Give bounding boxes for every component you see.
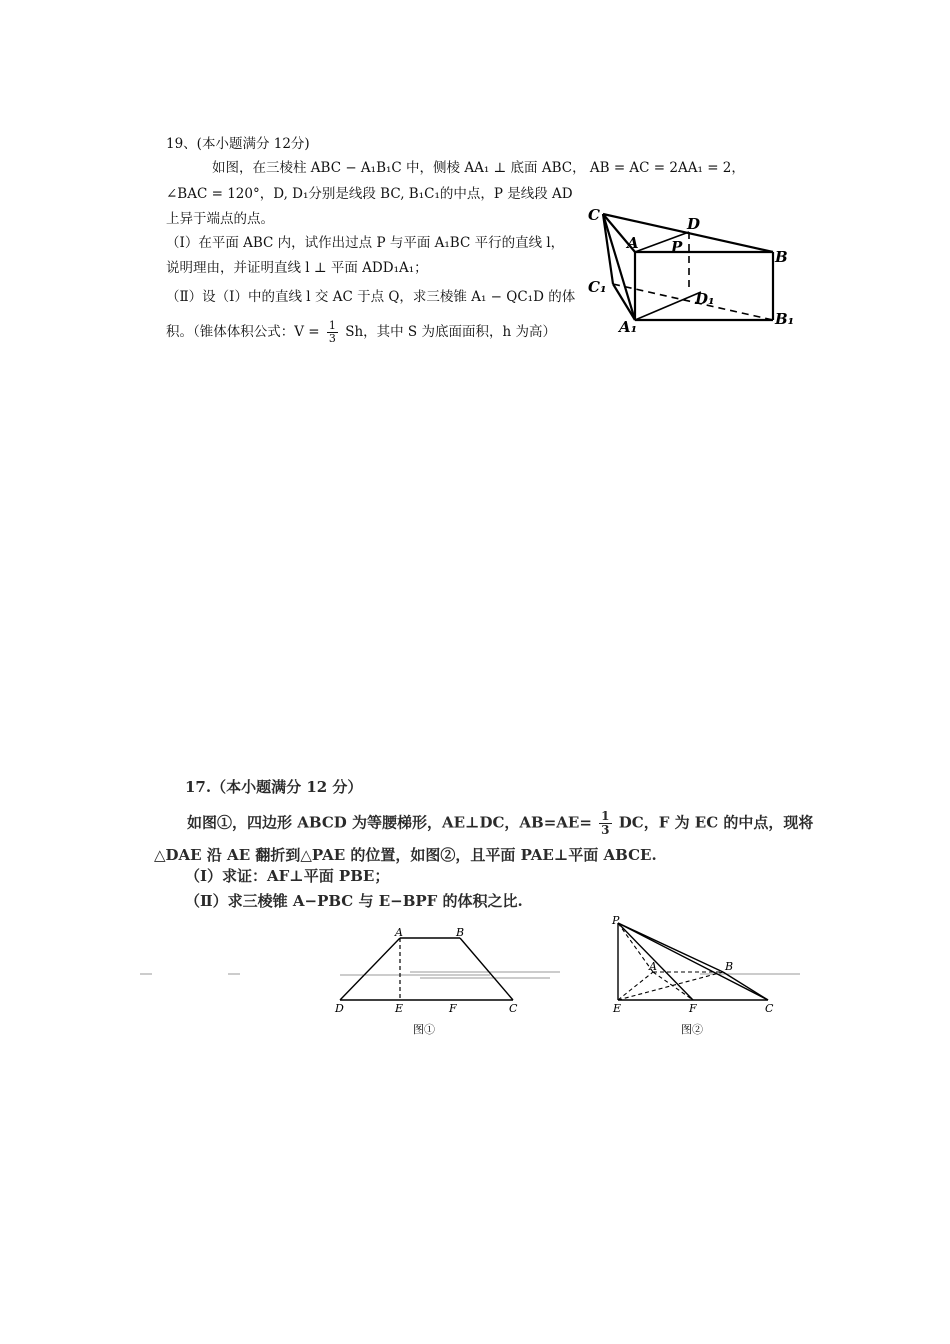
label-B1: B₁ bbox=[775, 310, 795, 328]
label-A1: A₁ bbox=[619, 318, 638, 336]
q19-line-4: （Ⅰ）在平面 ABC 内，试作出过点 P 与平面 A₁BC 平行的直线 l， bbox=[166, 235, 565, 251]
q19-line-3: 上异于端点的点。 bbox=[166, 211, 274, 227]
q19-line-7 bbox=[166, 320, 556, 345]
q17-line-4: （Ⅱ）求三棱锥 A−PBC 与 E−BPF 的体积之比. bbox=[185, 892, 523, 910]
label-B: B bbox=[775, 248, 788, 266]
prism-figure bbox=[585, 200, 800, 340]
q17-line-1 bbox=[187, 810, 813, 837]
fig2-label-F: F bbox=[689, 1002, 697, 1015]
fig1-caption: 图① bbox=[413, 1023, 435, 1036]
fig1-label-D: D bbox=[335, 1002, 344, 1015]
figure-2-pyramid bbox=[605, 910, 785, 1040]
label-D: D bbox=[687, 215, 701, 233]
figure-1-trapezoid bbox=[325, 925, 530, 1040]
fig2-label-E: E bbox=[613, 1002, 622, 1015]
q19-header: 19、(本小题满分 12分) bbox=[166, 136, 310, 152]
label-A: A bbox=[627, 234, 639, 252]
fig2-caption: 图② bbox=[681, 1023, 703, 1036]
fig1-label-E: E bbox=[395, 1002, 404, 1015]
label-P: P bbox=[671, 238, 683, 256]
q17-header: 17.（本小题满分 12 分） bbox=[185, 778, 363, 796]
label-C1: C₁ bbox=[588, 278, 607, 296]
q19-fraction bbox=[327, 320, 338, 345]
q17-frac-num: 1 bbox=[601, 809, 610, 823]
fig1-label-B: B bbox=[456, 926, 465, 939]
q17-fraction bbox=[599, 810, 611, 837]
q19-line-1: 如图，在三棱柱 ABC − A₁B₁C 中，侧棱 AA₁ ⊥ 底面 ABC， AB = AC = 2AA₁ = 2， bbox=[212, 160, 745, 176]
q19-line-2: ∠BAC = 120°，D, D₁分别是线段 BC, B₁C₁的中点，P 是线段 AD bbox=[166, 186, 573, 202]
q17-frac-den: 3 bbox=[601, 823, 610, 837]
q17-line-1-a: 如图①，四边形 ABCD 为等腰梯形，AE⊥DC，AB=AE= bbox=[187, 813, 592, 832]
q19-frac-num: 1 bbox=[328, 319, 336, 332]
fig1-label-C: C bbox=[509, 1002, 518, 1015]
q19-line-7-b: Sh，其中 S 为底面面积，h 为高） bbox=[345, 324, 556, 340]
fig2-label-A: A bbox=[649, 960, 657, 973]
q17-line-3: （Ⅰ）求证：AF⊥平面 PBE； bbox=[185, 867, 390, 885]
fig1-label-A: A bbox=[395, 926, 403, 939]
q17-line-1-b: DC，F 为 EC 的中点，现将 bbox=[618, 813, 814, 832]
fig2-label-B: B bbox=[725, 960, 734, 973]
q17-line-2: △DAE 沿 AE 翻折到△PAE 的位置，如图②，且平面 PAE⊥平面 ABCE. bbox=[154, 846, 657, 864]
q19-line-5: 说明理由，并证明直线 l ⊥ 平面 ADD₁A₁； bbox=[166, 260, 428, 276]
fig2-label-C: C bbox=[765, 1002, 774, 1015]
label-D1: D₁ bbox=[695, 290, 715, 308]
q19-line-7-a: 积。（锥体体积公式：V = bbox=[166, 324, 320, 340]
label-C: C bbox=[588, 206, 600, 224]
fig1-label-F: F bbox=[449, 1002, 457, 1015]
q19-line-6: （Ⅱ）设（Ⅰ）中的直线 l 交 AC 于点 Q，求三棱锥 A₁ − QC₁D 的体 bbox=[166, 289, 576, 305]
q19-frac-den: 3 bbox=[328, 332, 336, 345]
fig2-label-P: P bbox=[612, 914, 620, 927]
